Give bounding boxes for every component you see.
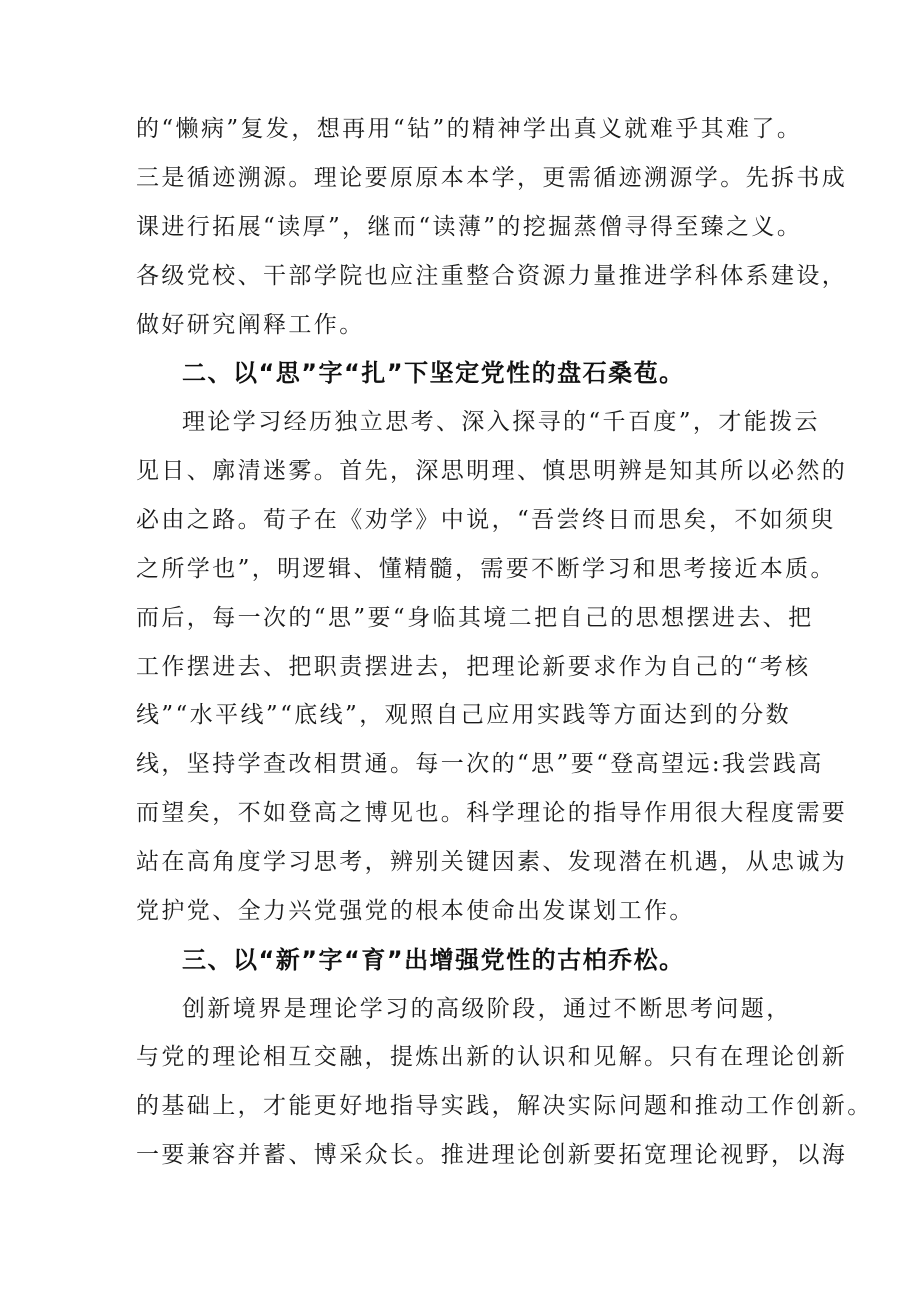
body-text-line: 的“懒病”复发，想再用“钻”的精神学出真义就难乎其难了。 (136, 116, 803, 142)
body-text-line: 做好研究阐释工作。 (136, 312, 365, 338)
body-text-line: 各级党校、干部学院也应注重整合资源力量推进学科体系建设， (136, 263, 848, 289)
section-heading-2: 二、以“思”字“扎”下坚定党性的盘石桑苞。 (182, 359, 685, 387)
body-text-line: 的基础上，才能更好地指导实践，解决实际问题和推动工作创新。 (136, 1093, 873, 1119)
body-text-line: 党护党、全力兴党强党的根本使命出发谋划工作。 (136, 898, 695, 924)
body-text-line: 课进行拓展“读厚”，继而“读薄”的挖掘蒸僧寻得至臻之义。 (136, 214, 803, 240)
section-heading-3: 三、以“新”字“育”出增强党性的古柏乔松。 (182, 946, 685, 974)
body-text-line: 必由之路。荀子在《劝学》中说，“吾尝终日而思矣，不如须臾 (136, 507, 836, 533)
body-text-line: 创新境界是理论学习的高级阶段，通过不断思考问题， (182, 996, 792, 1022)
body-text-line: 而后，每一次的“思”要“身临其境二把自己的思想摆进去、把 (136, 605, 814, 631)
body-text-line: 线”“水平线”“底线”，观照自己应用实践等方面达到的分数 (136, 702, 791, 728)
body-text-line: 工作摆进去、把职责摆进去，把理论新要求作为自己的“考核 (136, 654, 811, 680)
body-text-line: 而望矣，不如登高之博见也。科学理论的指导作用很大程度需要 (136, 800, 848, 826)
body-text-line: 线，坚持学查改相贯通。每一次的“思”要“登高望远:我尝践高 (136, 751, 824, 777)
body-text-line: 三是循迹溯源。理论要原原本本学，更需循迹溯源学。先拆书成 (136, 165, 848, 191)
body-text-line: 站在高角度学习思考，辨别关键因素、发现潜在机遇，从忠诚为 (136, 849, 848, 875)
body-text-line: 与党的理论相互交融，提炼出新的认识和见解。只有在理论创新 (136, 1044, 848, 1070)
body-text-line: 之所学也”，明逻辑、懂精髓，需要不断学习和思考接近本质。 (136, 556, 836, 582)
body-text-line: 理论学习经历独立思考、深入探寻的“千百度”，才能拨云 (182, 409, 820, 435)
body-text-line: 见日、廓清迷雾。首先，深思明理、慎思明辨是知其所以必然的 (136, 458, 848, 484)
body-text-line: 一要兼容并蓄、博采众长。推进理论创新要拓宽理论视野，以海 (136, 1142, 848, 1168)
